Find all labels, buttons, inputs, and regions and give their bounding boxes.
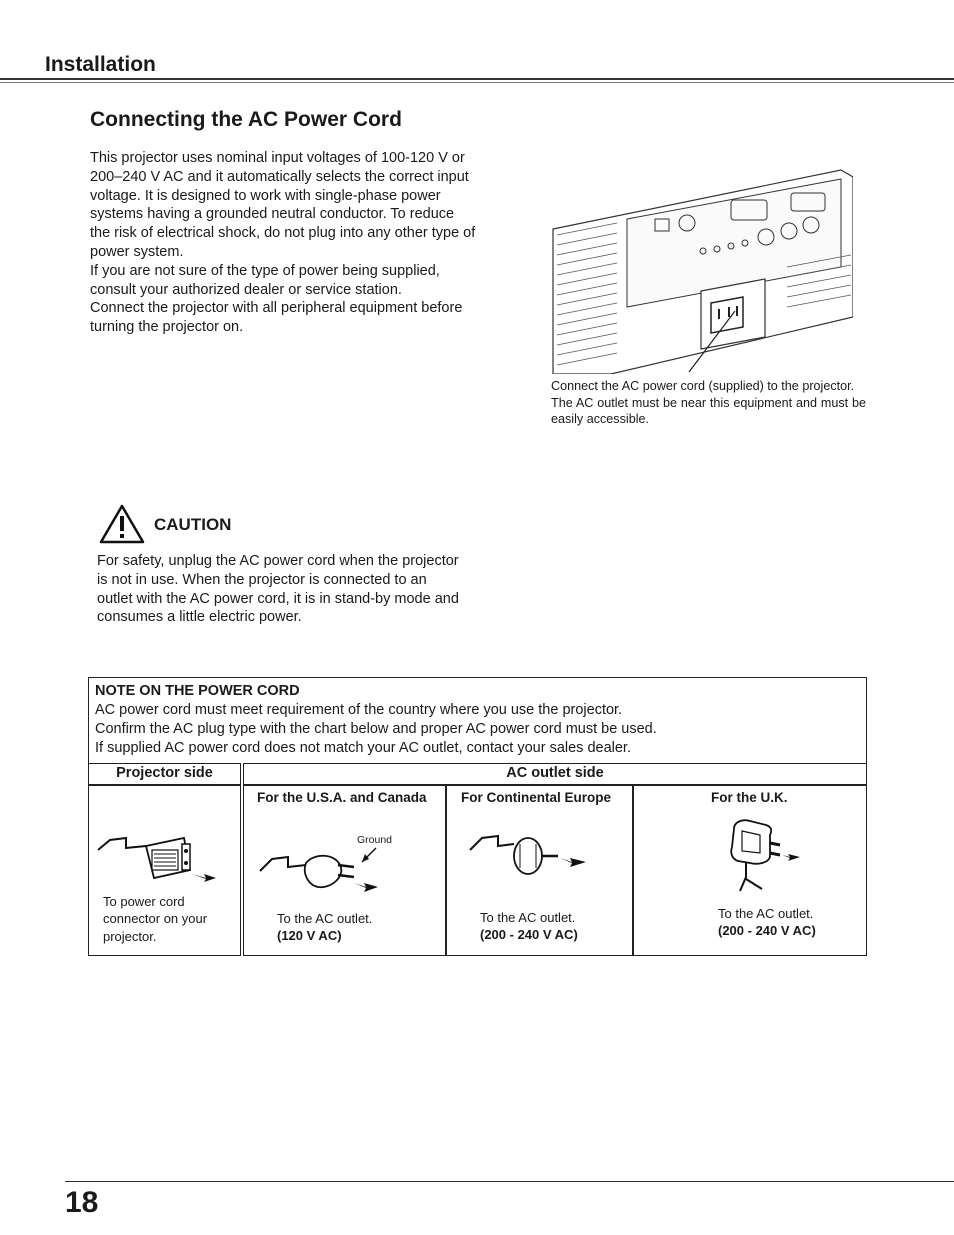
figure-caption (551, 378, 866, 428)
projector-cell-line: To power cord (103, 894, 185, 909)
note-line: If supplied AC power cord does not match your AC outlet, contact your sales dealer. (95, 740, 631, 756)
projector-side-header: Projector side (88, 763, 241, 785)
usa-text: To the AC outlet. (277, 911, 373, 926)
intro-line: voltage. It is designed to work with single-phase power (90, 187, 441, 204)
intro-line: the risk of electrical shock, do not plug into any other type of (90, 225, 476, 242)
header-rule (0, 78, 954, 80)
usa-title: For the U.S.A. and Canada (257, 790, 427, 805)
intro-line: This projector uses nominal input voltages of 100-120 V or (90, 150, 465, 166)
note-title: NOTE ON THE POWER CORD (95, 683, 300, 699)
intro-line: consult your authorized dealer or service station. (90, 281, 402, 298)
caution-text (97, 552, 497, 627)
europe-plug-icon (468, 826, 592, 882)
uk-text: To the AC outlet. (718, 906, 814, 921)
uk-voltage: (200 - 240 V AC) (718, 923, 816, 939)
intro-line: systems having a grounded neutral conductor. To reduce (90, 206, 455, 223)
caption-line: Connect the AC power cord (supplied) to the projector. (551, 379, 855, 393)
europe-title: For Continental Europe (461, 790, 611, 805)
page-title: Connecting the AC Power Cord (90, 108, 402, 131)
caution-title: CAUTION (154, 515, 232, 534)
note-line: AC power cord must meet requirement of the country where you use the projector. (95, 702, 623, 718)
footer-rule (65, 1181, 954, 1182)
note-line: Confirm the AC plug type with the chart below and proper AC power cord must be used. (95, 721, 657, 737)
projector-cell-line: connector on your (103, 911, 208, 927)
intro-line: power system. (90, 243, 184, 260)
caution-line: For safety, unplug the AC power cord when the projector (97, 553, 459, 569)
caution-line: consumes a little electric power. (97, 609, 302, 626)
header-rule-thin (0, 82, 954, 83)
intro-line: If you are not sure of the type of power being supplied, (90, 262, 440, 279)
europe-voltage: (200 - 240 V AC) (480, 927, 578, 943)
uk-plug-icon (724, 817, 804, 895)
page-number: 18 (65, 1186, 99, 1219)
intro-line: 200–240 V AC and it automatically selects the correct input (90, 168, 469, 185)
iec-connector-icon (96, 828, 222, 888)
note-box (88, 677, 867, 763)
usa-cell-text (277, 910, 372, 945)
europe-text: To the AC outlet. (480, 910, 576, 925)
intro-line: Connect the projector with all peripheral equipment before (90, 300, 463, 317)
us-plug-icon (258, 845, 388, 895)
section-header: Installation (45, 53, 156, 76)
uk-title: For the U.K. (711, 790, 788, 805)
caution-line: outlet with the AC power cord, it is in stand-by mode and (97, 590, 459, 607)
uk-cell-text (718, 905, 816, 940)
intro-line: turning the projector on. (90, 319, 244, 336)
outlet-side-header: AC outlet side (243, 763, 867, 785)
projector-cell-text (103, 893, 207, 945)
projector-cell-line: projector. (103, 928, 157, 944)
intro-paragraph (90, 149, 510, 337)
warning-triangle-icon (99, 503, 145, 545)
caption-line: The AC outlet must be near this equipment and must be easily accessible. (551, 395, 866, 426)
projector-rear-illustration (551, 167, 853, 374)
ground-label: Ground (357, 834, 393, 846)
europe-cell-text (480, 909, 578, 944)
caution-line: is not in use. When the projector is connected to an (97, 571, 427, 588)
usa-voltage: (120 V AC) (277, 928, 342, 944)
